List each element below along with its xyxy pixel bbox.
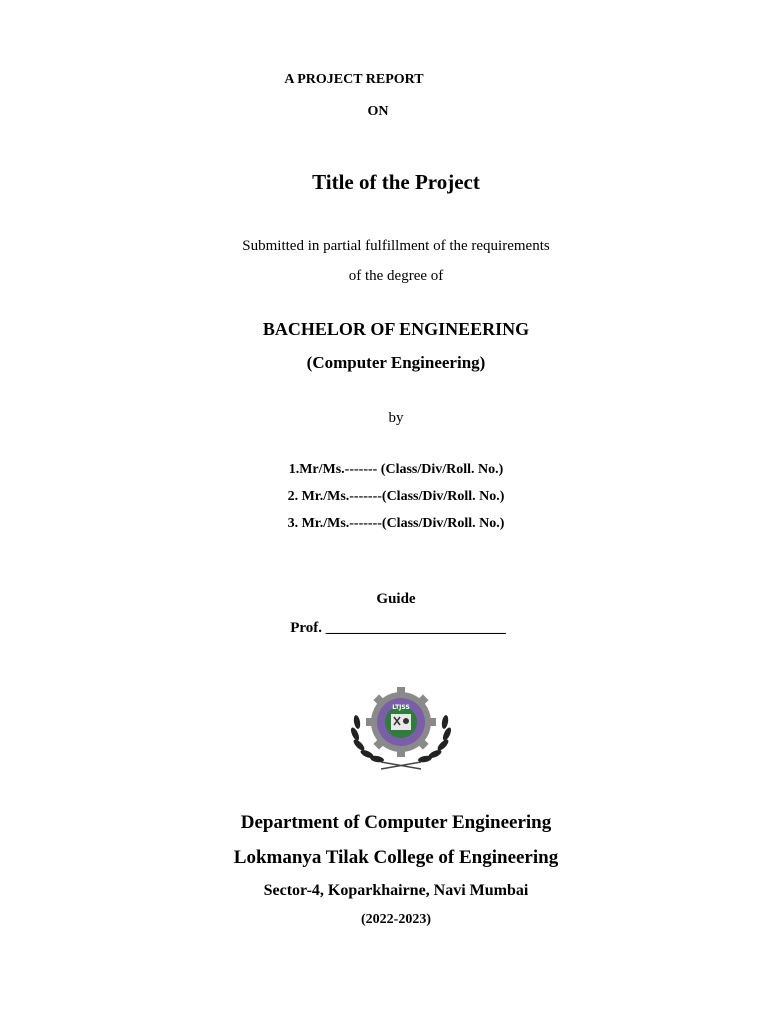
- guide-label: Guide: [376, 591, 416, 607]
- college-logo: [345, 684, 457, 770]
- project-title: Title of the Project: [312, 170, 480, 194]
- degree-name: BACHELOR OF ENGINEERING: [262, 319, 530, 339]
- academic-year: (2022-2023): [361, 912, 431, 927]
- branch-name: (Computer Engineering): [306, 353, 486, 372]
- student-line-3: 3. Mr./Ms.-------(Class/Div/Roll. No.): [287, 516, 505, 531]
- college-address: Sector-4, Koparkhairne, Navi Mumbai: [263, 882, 529, 899]
- gear-icon: [366, 687, 436, 757]
- guide-prof-line: Prof. ________________________: [290, 620, 506, 636]
- student-line-2: 2. Mr./Ms.-------(Class/Div/Roll. No.): [287, 489, 505, 504]
- submitted-line-1: Submitted in partial fulfillment of the requirements: [242, 238, 550, 254]
- college-name: Lokmanya Tilak College of Engineering: [233, 847, 559, 868]
- submitted-line-2: of the degree of: [348, 268, 444, 284]
- by-label: by: [388, 410, 404, 426]
- logo-text: LTJSS: [392, 704, 410, 711]
- report-heading: A PROJECT REPORT: [284, 72, 424, 87]
- on-label: ON: [367, 104, 389, 119]
- student-line-1: 1.Mr/Ms.------- (Class/Div/Roll. No.): [288, 462, 504, 477]
- department-name: Department of Computer Engineering: [240, 812, 552, 833]
